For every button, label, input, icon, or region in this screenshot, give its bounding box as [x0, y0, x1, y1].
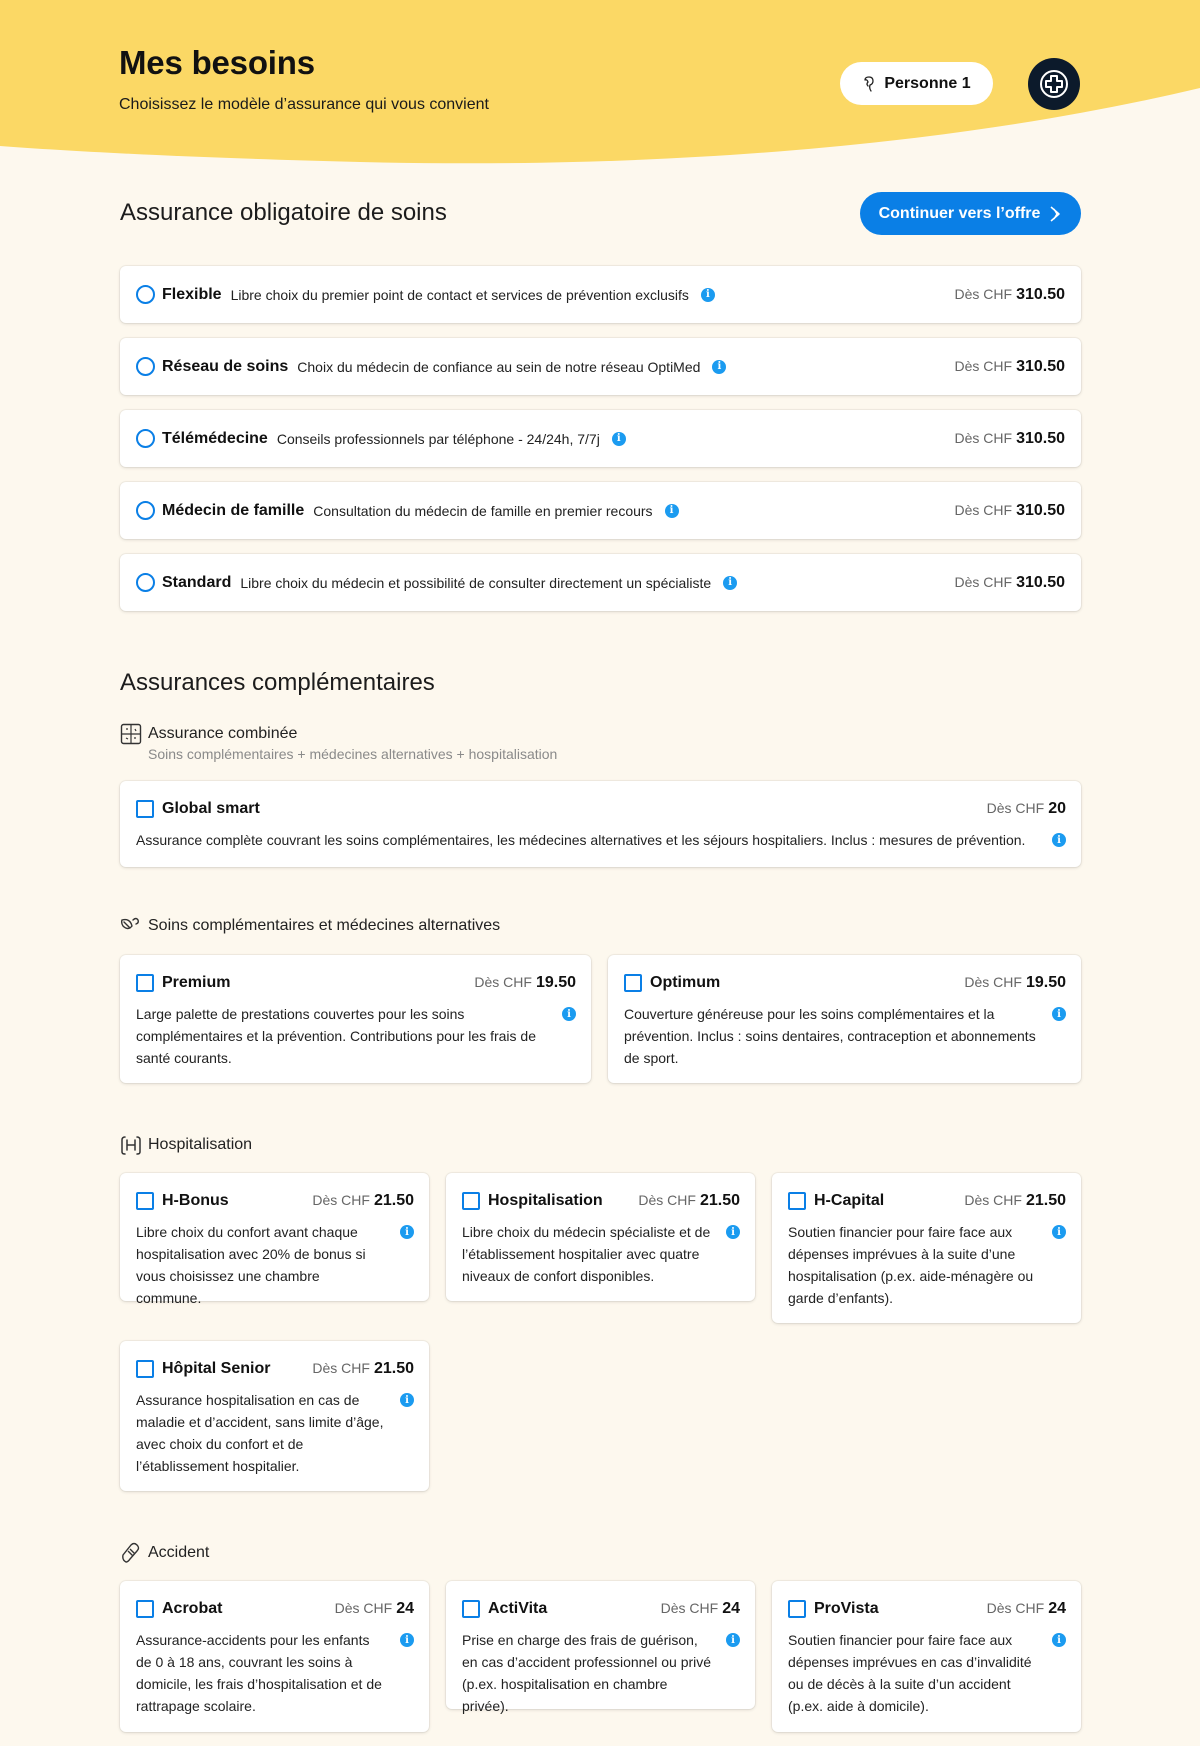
product-price	[474, 974, 576, 992]
product-card[interactable]	[120, 955, 591, 1083]
accident-section-head	[120, 1542, 209, 1564]
product-card[interactable]	[446, 1173, 755, 1301]
chevron-right-icon	[1048, 205, 1062, 223]
product-name: Hôpital Senior	[162, 1360, 271, 1377]
product-checkbox[interactable]	[462, 1600, 480, 1618]
product-card[interactable]	[446, 1581, 755, 1714]
banner-wave	[0, 0, 1200, 165]
price-prefix: Dès CHF	[964, 1192, 1022, 1208]
product-body	[136, 1629, 414, 1717]
product-description: Assurance complète couvrant les soins complémentaires, les médecines alternatives et les séjours hospitaliers. Inclus : mesures de prévention.	[136, 832, 1026, 848]
product-header	[136, 1597, 414, 1621]
product-header	[136, 1189, 414, 1213]
price-prefix: Dès CHF	[954, 429, 1013, 446]
header-banner	[0, 0, 1200, 165]
product-description: Assurance-accidents pour les enfants de 0 à 18 ans, couvrant les soins à domicile, les frais d’hospitalisation et de rattrapage scolaire.	[136, 1632, 382, 1714]
model-radio[interactable]	[136, 429, 155, 448]
model-price	[955, 574, 1066, 592]
product-body	[136, 1003, 576, 1069]
product-price	[312, 1192, 414, 1210]
price-value: 21.50	[373, 1192, 414, 1209]
product-checkbox[interactable]	[136, 1360, 154, 1378]
alternative-title: Soins complémentaires et médecines alternatives	[148, 917, 501, 934]
model-name: Médecin de famille	[162, 501, 305, 519]
product-header	[788, 1189, 1066, 1213]
price-prefix: Dès CHF	[986, 800, 1045, 816]
product-name: ProVista	[814, 1600, 879, 1617]
product-checkbox[interactable]	[624, 974, 642, 992]
leaf-icon	[120, 916, 142, 936]
product-description: Prise en charge des frais de guérison, en cas d’accident professionnel ou privé (p.ex. hospitalisation en chambre privée).	[462, 1632, 712, 1714]
price-value: 24	[396, 1600, 414, 1617]
price-prefix: Dès CHF	[334, 1600, 393, 1616]
product-name: Acrobat	[162, 1600, 223, 1617]
person-icon	[862, 76, 876, 92]
product-body	[462, 1629, 740, 1717]
price-value: 20	[1048, 800, 1066, 817]
product-description: Large palette de prestations couvertes pour les soins complémentaires et la prévention. Contributions pour les frais de santé courants.	[136, 1006, 536, 1066]
accident-title: Accident	[148, 1544, 210, 1561]
model-price	[955, 430, 1066, 448]
hospital-section-head	[120, 1134, 252, 1156]
info-icon[interactable]: i	[726, 1633, 740, 1647]
product-card[interactable]	[772, 1173, 1081, 1323]
model-radio[interactable]	[136, 285, 155, 304]
price-value: 19.50	[535, 974, 576, 991]
info-icon[interactable]: i	[1052, 833, 1066, 847]
info-icon[interactable]: i	[1052, 1007, 1066, 1021]
model-option[interactable]	[120, 266, 1081, 323]
info-icon[interactable]: i	[723, 576, 737, 590]
price-prefix: Dès CHF	[954, 501, 1013, 518]
product-header	[136, 1357, 414, 1381]
product-description: Libre choix du confort avant chaque hospitalisation avec 20% de bonus si vous choisissez une chambre commune.	[136, 1224, 366, 1306]
basic-insurance-title: Assurance obligatoire de soins	[120, 199, 447, 226]
price-value: 310.50	[1016, 429, 1065, 447]
supplementary-title: Assurances complémentaires	[120, 669, 435, 696]
price-prefix: Dès CHF	[986, 1600, 1045, 1616]
price-value: 310.50	[1016, 285, 1065, 303]
product-card[interactable]	[120, 781, 1081, 867]
model-option[interactable]	[120, 410, 1081, 467]
model-option[interactable]	[120, 482, 1081, 539]
product-card[interactable]	[120, 1581, 429, 1732]
combined-section-head	[120, 723, 297, 745]
info-icon[interactable]: i	[701, 288, 715, 302]
price-prefix: Dès CHF	[954, 357, 1013, 374]
product-header	[136, 797, 1066, 821]
product-price	[335, 1600, 414, 1618]
price-prefix: Dès CHF	[474, 974, 532, 990]
product-body	[136, 829, 1066, 851]
product-checkbox[interactable]	[136, 1192, 154, 1210]
product-body	[624, 1003, 1066, 1069]
product-body	[788, 1629, 1066, 1717]
product-header	[136, 971, 576, 995]
continue-to-offer-button[interactable]	[860, 192, 1081, 235]
product-header	[788, 1597, 1066, 1621]
info-icon[interactable]: i	[400, 1225, 414, 1239]
model-name: Réseau de soins	[162, 357, 289, 375]
add-cross-icon	[1039, 69, 1069, 99]
price-value: 24	[722, 1600, 740, 1617]
product-checkbox[interactable]	[136, 1600, 154, 1618]
product-body	[136, 1389, 414, 1477]
combined-title: Assurance combinée	[148, 725, 298, 742]
product-header	[462, 1597, 740, 1621]
model-name: Standard	[162, 573, 232, 591]
product-body	[462, 1221, 740, 1287]
product-description: Soutien financier pour faire face aux dépenses imprévues en cas d’invalidité ou de décès à la suite d’un accident (p.ex. aide à domicile).	[788, 1632, 1032, 1714]
product-price	[312, 1360, 414, 1378]
product-description: Couverture généreuse pour les soins complémentaires et la prévention. Inclus : soins dentaires, contraception et abonnements de sport.	[624, 1006, 1036, 1066]
combined-subtitle: Soins complémentaires + médecines alternatives + hospitalisation	[148, 746, 558, 762]
model-description: Consultation du médecin de famille en premier recours	[313, 502, 653, 519]
info-icon[interactable]: i	[400, 1633, 414, 1647]
info-icon[interactable]: i	[612, 432, 626, 446]
model-description: Libre choix du médecin et possibilité de consulter directement un spécialiste	[240, 574, 712, 591]
price-prefix: Dès CHF	[954, 573, 1013, 590]
price-prefix: Dès CHF	[312, 1360, 370, 1376]
price-value: 310.50	[1016, 573, 1065, 591]
model-option[interactable]	[120, 338, 1081, 395]
product-body	[788, 1221, 1066, 1309]
info-icon[interactable]: i	[400, 1393, 414, 1407]
model-description: Conseils professionnels par téléphone - 24/24h, 7/7j	[276, 430, 600, 447]
add-person-button[interactable]	[1028, 58, 1080, 110]
alternative-section-head	[120, 916, 500, 936]
product-price	[964, 974, 1066, 992]
product-checkbox[interactable]	[462, 1192, 480, 1210]
product-name: Optimum	[650, 974, 721, 991]
model-name: Flexible	[162, 285, 222, 303]
model-price	[955, 358, 1066, 376]
bandage-icon	[120, 1542, 142, 1564]
product-name: Global smart	[162, 800, 260, 817]
price-value: 310.50	[1016, 357, 1065, 375]
product-description: Assurance hospitalisation en cas de maladie et d’accident, sans limite d’âge, avec choix du confort et de l’établissement hospitalier.	[136, 1392, 384, 1474]
model-name: Télémédecine	[162, 429, 268, 447]
info-icon[interactable]: i	[712, 360, 726, 374]
price-value: 21.50	[1025, 1192, 1066, 1209]
puzzle-icon	[120, 723, 142, 745]
price-value: 21.50	[699, 1192, 740, 1209]
info-icon[interactable]: i	[726, 1225, 740, 1239]
info-icon[interactable]: i	[1052, 1225, 1066, 1239]
model-description: Libre choix du premier point de contact et services de prévention exclusifs	[230, 286, 689, 303]
product-body	[136, 1221, 414, 1309]
model-description: Choix du médecin de confiance au sein de notre réseau OptiMed	[297, 358, 701, 375]
product-card[interactable]	[772, 1581, 1081, 1732]
price-prefix: Dès CHF	[312, 1192, 370, 1208]
model-price	[955, 502, 1066, 520]
product-checkbox[interactable]	[788, 1600, 806, 1618]
product-name: H-Bonus	[162, 1192, 229, 1209]
product-checkbox[interactable]	[788, 1192, 806, 1210]
page-subtitle: Choisissez le modèle d’assurance qui vous convient	[119, 96, 489, 113]
price-prefix: Dès CHF	[660, 1600, 719, 1616]
product-description: Libre choix du médecin spécialiste et de l’établissement hospitalier avec quatre niveaux de confort disponibles.	[462, 1224, 711, 1284]
info-icon[interactable]: i	[1052, 1633, 1066, 1647]
hospital-title: Hospitalisation	[148, 1136, 253, 1153]
product-price	[638, 1192, 740, 1210]
product-card[interactable]	[120, 1341, 429, 1491]
price-prefix: Dès CHF	[964, 974, 1022, 990]
product-description: Soutien financier pour faire face aux dépenses imprévues à la suite d’une hospitalisation (p.ex. aide-ménagère ou garde d’enfants).	[788, 1224, 1034, 1306]
price-prefix: Dès CHF	[638, 1192, 696, 1208]
product-name: Premium	[162, 974, 231, 991]
info-icon[interactable]: i	[665, 504, 679, 518]
product-card[interactable]	[608, 955, 1081, 1083]
price-value: 21.50	[373, 1360, 414, 1377]
continue-label: Continuer vers l’offre	[878, 204, 1041, 222]
page-title: Mes besoins	[119, 44, 315, 81]
hospital-icon	[120, 1134, 142, 1156]
model-option[interactable]	[120, 554, 1081, 611]
product-price	[987, 1600, 1066, 1618]
info-icon[interactable]: i	[562, 1007, 576, 1021]
product-checkbox[interactable]	[136, 800, 154, 818]
model-radio[interactable]	[136, 501, 155, 520]
person-label: Personne 1	[884, 74, 971, 92]
price-value: 24	[1048, 1600, 1066, 1617]
price-prefix: Dès CHF	[954, 285, 1013, 302]
model-radio[interactable]	[136, 573, 155, 592]
product-price	[987, 800, 1066, 818]
product-name: H-Capital	[814, 1192, 885, 1209]
product-checkbox[interactable]	[136, 974, 154, 992]
product-price	[964, 1192, 1066, 1210]
product-header	[462, 1189, 740, 1213]
model-price	[955, 286, 1066, 304]
product-name: Hospitalisation	[488, 1192, 603, 1209]
product-card[interactable]	[120, 1173, 429, 1306]
product-header	[624, 971, 1066, 995]
price-value: 19.50	[1025, 974, 1066, 991]
person-selector-button[interactable]	[840, 62, 993, 105]
model-radio[interactable]	[136, 357, 155, 376]
product-price	[661, 1600, 740, 1618]
product-name: ActiVita	[488, 1600, 548, 1617]
price-value: 310.50	[1016, 501, 1065, 519]
